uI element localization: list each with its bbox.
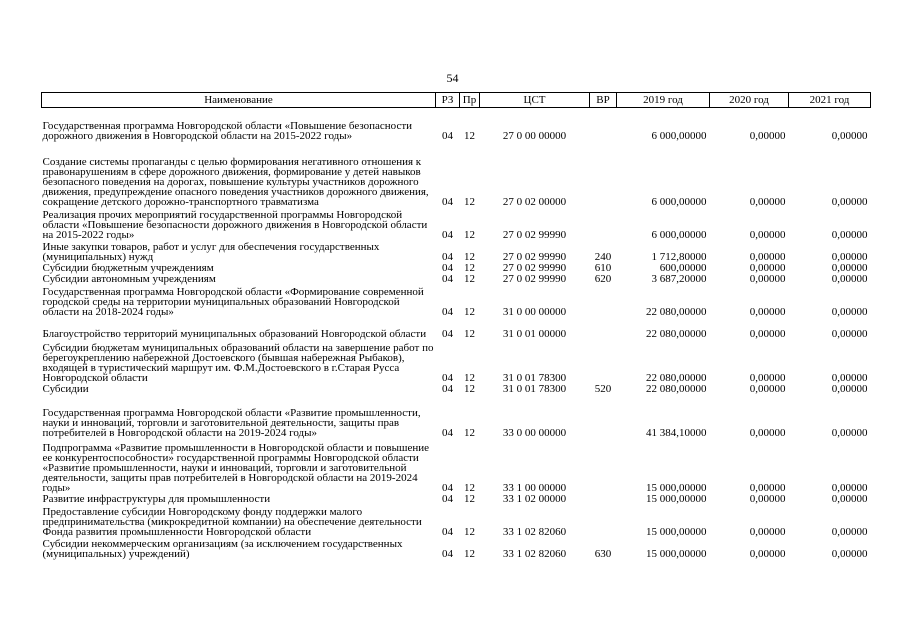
row-cst: 33 1 02 82060 [502,525,567,538]
row-cst: 27 0 02 99990 [502,228,567,241]
row-vr [590,394,617,438]
row-name: Субсидии автономным учреждениям [42,272,216,285]
row-2019: 6 000,00000 [651,129,707,142]
row-2021: 0,00000 [831,305,868,318]
row-pr: 12 [464,371,475,384]
row-pr: 12 [464,272,475,285]
row-pr: 12 [464,382,475,395]
row-cst: 33 0 00 00000 [502,426,567,439]
row-rz: 04 [442,426,453,439]
row-2020: 0,00000 [749,228,786,241]
row-name: Субсидии некоммерческим организациям (за исключением государственных (муниципальных) учреждений) [42,537,403,560]
table-row [42,317,871,339]
row-pr: 12 [464,492,475,505]
row-name: Государственная программа Новгородской области «Развитие промышленности, науки и инноваций, торговли и заготовительной деятельности, защиты прав потребителей в Новгородской области на 2019-2024 годы» [42,406,421,439]
row-rz: 04 [442,129,453,142]
row-vr [590,108,617,141]
row-pr: 12 [464,129,475,142]
row-2020: 0,00000 [749,129,786,142]
row-rz: 04 [442,371,453,384]
row-2019: 22 080,00000 [646,382,707,395]
table-row [42,383,871,394]
row-2020: 0,00000 [749,481,786,494]
table-row [42,438,871,493]
row-name: Субсидии бюджетным учреждениям [42,261,214,274]
page-number: 54 [446,71,459,85]
header-2020: 2020 год [710,93,789,108]
row-cst: 31 0 01 78300 [502,382,567,395]
header-name: Наименование [42,93,436,108]
row-vr: 520 [594,382,612,395]
row-2020: 0,00000 [749,426,786,439]
row-2019: 1 712,80000 [651,250,707,263]
header-2021: 2021 год [789,93,871,108]
row-vr [590,207,617,240]
row-name: Субсидии [42,382,89,395]
row-2021: 0,00000 [831,426,868,439]
row-pr: 12 [464,305,475,318]
row-vr: 630 [594,547,612,560]
row-rz: 04 [442,382,453,395]
row-2019: 15 000,00000 [646,525,707,538]
header-rz: РЗ [436,93,460,108]
row-2021: 0,00000 [831,382,868,395]
row-2019: 41 384,10000 [646,426,707,439]
table-row [42,273,871,284]
table-row [42,262,871,273]
row-2019: 22 080,00000 [646,327,707,340]
row-cst: 27 0 02 99990 [502,250,567,263]
row-2020: 0,00000 [749,305,786,318]
row-2021: 0,00000 [831,492,868,505]
row-2021: 0,00000 [831,261,868,274]
row-name: Благоустройство территорий муниципальных образований Новгородской области [42,327,427,340]
row-vr [590,504,617,537]
row-pr: 12 [464,228,475,241]
table-row [42,493,871,504]
row-2019: 6 000,00000 [651,228,707,241]
row-vr [590,141,617,207]
row-name: Создание системы пропаганды с целью формирования негативного отношения к правонарушениям в сфере дорожного движения, формирование у детей навыков безопасного поведения на дорогах, повышение культуры участников дорожного движения, предупреждение опасного поведения участников дорожного движения, сокращение детского дорожно-транспортного травматизма [42,155,429,208]
row-2020: 0,00000 [749,261,786,274]
row-vr: 610 [594,261,612,274]
table-row [42,284,871,317]
row-2020: 0,00000 [749,327,786,340]
row-2020: 0,00000 [749,382,786,395]
row-cst: 27 0 02 99990 [502,272,567,285]
row-vr: 240 [594,250,612,263]
row-2019: 15 000,00000 [646,547,707,560]
row-pr: 12 [464,525,475,538]
table-row [42,339,871,383]
row-rz: 04 [442,261,453,274]
row-2019: 15 000,00000 [646,481,707,494]
row-cst: 33 1 00 00000 [502,481,567,494]
row-2020: 0,00000 [749,371,786,384]
table-row [42,108,871,141]
row-name: Реализация прочих мероприятий государственной программы Новгородской области «Повышение безопасности дорожного движения в Новгородской области на 2015-2022 годы» [42,208,428,241]
row-2020: 0,00000 [749,547,786,560]
row-cst: 33 1 02 00000 [502,492,567,505]
row-pr: 12 [464,250,475,263]
row-cst: 31 0 01 00000 [502,327,567,340]
row-rz: 04 [442,305,453,318]
table-row [42,240,871,262]
row-vr: 620 [594,272,612,285]
row-2020: 0,00000 [749,525,786,538]
row-rz: 04 [442,228,453,241]
row-pr: 12 [464,195,475,208]
row-rz: 04 [442,547,453,560]
row-name: Предоставление субсидии Новгородскому фонду поддержки малого предпринимательства (микрокредитной компании) на обеспечение деятельности Фонда развития промышленности Новгородской области [42,505,422,538]
row-vr [590,438,617,493]
row-vr [590,284,617,317]
row-name: Государственная программа Новгородской области «Повышение безопасности дорожного движения в Новгородской области на 2015-2022 годы» [42,119,413,142]
header-pr: Пр [460,93,480,108]
row-rz: 04 [442,481,453,494]
row-rz: 04 [442,195,453,208]
row-pr: 12 [464,261,475,274]
table-header-row [42,93,871,108]
row-vr [590,493,617,504]
table-row [42,537,871,559]
row-cst: 27 0 00 00000 [502,129,567,142]
row-pr: 12 [464,327,475,340]
row-vr [590,317,617,339]
row-name: Развитие инфраструктуры для промышленности [42,492,271,505]
header-vr: ВР [590,93,617,108]
row-2019: 22 080,00000 [646,371,707,384]
row-pr: 12 [464,426,475,439]
row-rz: 04 [442,492,453,505]
row-2021: 0,00000 [831,228,868,241]
row-2020: 0,00000 [749,272,786,285]
row-2021: 0,00000 [831,371,868,384]
row-2021: 0,00000 [831,250,868,263]
row-pr: 12 [464,481,475,494]
row-2021: 0,00000 [831,525,868,538]
header-cst: ЦСТ [480,93,590,108]
row-2019: 22 080,00000 [646,305,707,318]
row-2021: 0,00000 [831,547,868,560]
row-2020: 0,00000 [749,250,786,263]
row-2021: 0,00000 [831,195,868,208]
row-name: Иные закупки товаров, работ и услуг для обеспечения государственных (муниципальных) нужд [42,240,380,263]
row-cst: 33 1 02 82060 [502,547,567,560]
row-2019: 15 000,00000 [646,492,707,505]
header-2019: 2019 год [617,93,710,108]
row-2019: 600,00000 [659,261,707,274]
row-vr [590,339,617,383]
row-2019: 3 687,20000 [651,272,707,285]
row-2021: 0,00000 [831,327,868,340]
row-rz: 04 [442,272,453,285]
row-rz: 04 [442,327,453,340]
table-row [42,141,871,207]
row-name: Государственная программа Новгородской области «Формирование современной городской среды на территории муниципальных образований Новгородской области на 2018-2024 годы» [42,285,424,318]
budget-table [41,92,871,559]
row-2021: 0,00000 [831,129,868,142]
table-row [42,504,871,537]
row-cst: 31 0 00 00000 [502,305,567,318]
row-cst: 31 0 01 78300 [502,371,567,384]
row-rz: 04 [442,525,453,538]
table-row [42,207,871,240]
row-2019: 6 000,00000 [651,195,707,208]
row-name: Субсидии бюджетам муниципальных образований области на завершение работ по берегоукреплению набережной Достоевского (бывшая набережная Рыбаков), входящей в туристический маршрут им. Ф.М.Достоевского в г.Старая Русса Новгородской области [42,341,434,384]
table-row [42,394,871,438]
row-name: Подпрограмма «Развитие промышленности в Новгородской области и повышение ее конкурентоспособности» государственной программы Новгородской области «Развитие промышленности, науки и инноваций, торговли и заготовительной деятельности, защиты прав потребителей в Новгородской области на 2019-2024 годы» [42,441,430,494]
row-2020: 0,00000 [749,492,786,505]
row-2021: 0,00000 [831,481,868,494]
row-cst: 27 0 02 00000 [502,195,567,208]
row-cst: 27 0 02 99990 [502,261,567,274]
row-rz: 04 [442,250,453,263]
row-2021: 0,00000 [831,272,868,285]
row-2020: 0,00000 [749,195,786,208]
row-pr: 12 [464,547,475,560]
